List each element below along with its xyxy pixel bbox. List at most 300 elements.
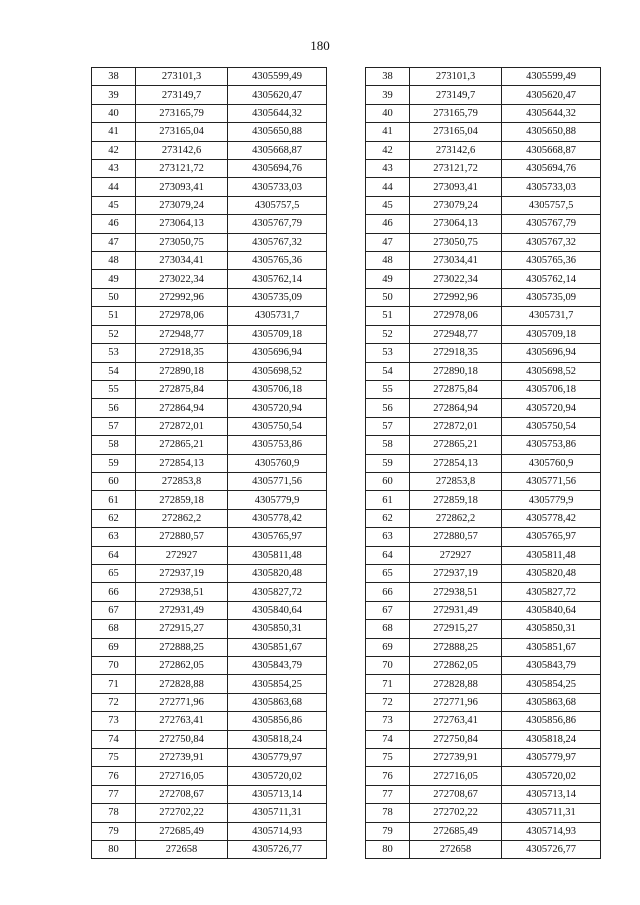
point-number-cell: 54	[92, 362, 136, 380]
point-number-cell: 39	[92, 86, 136, 104]
table-row	[366, 767, 601, 785]
y-coordinate-cell: 4305753,86	[228, 436, 327, 454]
y-coordinate-cell: 4305706,18	[502, 380, 601, 398]
table-row	[92, 270, 327, 288]
point-number-cell: 41	[366, 123, 410, 141]
point-number-cell: 63	[92, 528, 136, 546]
table-row	[92, 160, 327, 178]
table-row	[366, 141, 601, 159]
x-coordinate-cell: 272862,2	[410, 509, 502, 527]
table-row	[92, 380, 327, 398]
x-coordinate-cell: 272875,84	[410, 380, 502, 398]
y-coordinate-cell: 4305851,67	[228, 638, 327, 656]
table-row	[366, 638, 601, 656]
x-coordinate-cell: 272978,06	[136, 307, 228, 325]
y-coordinate-cell: 4305767,32	[228, 233, 327, 251]
y-coordinate-cell: 4305851,67	[502, 638, 601, 656]
point-number-cell: 49	[366, 270, 410, 288]
point-number-cell: 45	[366, 196, 410, 214]
y-coordinate-cell: 4305779,97	[228, 749, 327, 767]
table-row	[92, 123, 327, 141]
y-coordinate-cell: 4305843,79	[502, 657, 601, 675]
x-coordinate-cell: 273079,24	[410, 196, 502, 214]
x-coordinate-cell: 272888,25	[410, 638, 502, 656]
x-coordinate-cell: 273093,41	[410, 178, 502, 196]
y-coordinate-cell: 4305820,48	[502, 564, 601, 582]
table-row	[366, 564, 601, 582]
y-coordinate-cell: 4305765,97	[502, 528, 601, 546]
table-row	[92, 491, 327, 509]
point-number-cell: 69	[366, 638, 410, 656]
point-number-cell: 74	[92, 730, 136, 748]
point-number-cell: 75	[92, 749, 136, 767]
y-coordinate-cell: 4305750,54	[502, 417, 601, 435]
table-row	[366, 712, 601, 730]
table-row	[92, 215, 327, 233]
point-number-cell: 76	[366, 767, 410, 785]
table-row	[92, 546, 327, 564]
table-row	[366, 344, 601, 362]
y-coordinate-cell: 4305854,25	[228, 675, 327, 693]
x-coordinate-cell: 273022,34	[410, 270, 502, 288]
x-coordinate-cell: 272978,06	[410, 307, 502, 325]
y-coordinate-cell: 4305735,09	[502, 288, 601, 306]
point-number-cell: 69	[92, 638, 136, 656]
x-coordinate-cell: 272828,88	[136, 675, 228, 693]
x-coordinate-cell: 272685,49	[410, 822, 502, 840]
y-coordinate-cell: 4305753,86	[502, 436, 601, 454]
y-coordinate-cell: 4305843,79	[228, 657, 327, 675]
point-number-cell: 64	[366, 546, 410, 564]
y-coordinate-cell: 4305771,56	[228, 472, 327, 490]
y-coordinate-cell: 4305840,64	[228, 601, 327, 619]
y-coordinate-cell: 4305735,09	[228, 288, 327, 306]
point-number-cell: 68	[92, 620, 136, 638]
y-coordinate-cell: 4305863,68	[502, 693, 601, 711]
point-number-cell: 45	[92, 196, 136, 214]
y-coordinate-cell: 4305726,77	[502, 841, 601, 859]
point-number-cell: 79	[366, 822, 410, 840]
y-coordinate-cell: 4305714,93	[502, 822, 601, 840]
x-coordinate-cell: 272864,94	[410, 399, 502, 417]
x-coordinate-cell: 272862,05	[410, 657, 502, 675]
point-number-cell: 65	[366, 564, 410, 582]
point-number-cell: 77	[366, 785, 410, 803]
point-number-cell: 51	[92, 307, 136, 325]
y-coordinate-cell: 4305767,79	[228, 215, 327, 233]
x-coordinate-cell: 272937,19	[410, 564, 502, 582]
table-row	[92, 454, 327, 472]
y-coordinate-cell: 4305757,5	[228, 196, 327, 214]
point-number-cell: 59	[366, 454, 410, 472]
point-number-cell: 42	[366, 141, 410, 159]
x-coordinate-cell: 273079,24	[136, 196, 228, 214]
y-coordinate-cell: 4305778,42	[502, 509, 601, 527]
x-coordinate-cell: 273165,79	[136, 104, 228, 122]
table-row	[366, 196, 601, 214]
x-coordinate-cell: 272888,25	[136, 638, 228, 656]
x-coordinate-cell: 272739,91	[136, 749, 228, 767]
y-coordinate-cell: 4305650,88	[502, 123, 601, 141]
point-number-cell: 68	[366, 620, 410, 638]
y-coordinate-cell: 4305854,25	[502, 675, 601, 693]
x-coordinate-cell: 272865,21	[136, 436, 228, 454]
x-coordinate-cell: 272828,88	[410, 675, 502, 693]
x-coordinate-cell: 273101,3	[410, 68, 502, 86]
table-row	[92, 712, 327, 730]
point-number-cell: 73	[366, 712, 410, 730]
x-coordinate-cell: 273101,3	[136, 68, 228, 86]
page-number: 180	[310, 38, 330, 53]
table-row	[92, 528, 327, 546]
table-row	[92, 86, 327, 104]
y-coordinate-cell: 4305767,79	[502, 215, 601, 233]
table-row	[366, 491, 601, 509]
table-row	[92, 749, 327, 767]
table-row	[92, 399, 327, 417]
x-coordinate-cell: 272854,13	[136, 454, 228, 472]
point-number-cell: 40	[366, 104, 410, 122]
table-row	[366, 233, 601, 251]
y-coordinate-cell: 4305850,31	[228, 620, 327, 638]
point-number-cell: 58	[92, 436, 136, 454]
table-row	[366, 693, 601, 711]
table-row	[366, 583, 601, 601]
y-coordinate-cell: 4305733,03	[502, 178, 601, 196]
x-coordinate-cell: 272658	[136, 841, 228, 859]
table-row	[92, 841, 327, 859]
table-row	[92, 601, 327, 619]
x-coordinate-cell: 273165,04	[136, 123, 228, 141]
table-row	[92, 804, 327, 822]
point-number-cell: 56	[92, 399, 136, 417]
y-coordinate-cell: 4305714,93	[228, 822, 327, 840]
y-coordinate-cell: 4305731,7	[228, 307, 327, 325]
x-coordinate-cell: 272859,18	[410, 491, 502, 509]
x-coordinate-cell: 272763,41	[136, 712, 228, 730]
x-coordinate-cell: 272685,49	[136, 822, 228, 840]
x-coordinate-cell: 272716,05	[136, 767, 228, 785]
y-coordinate-cell: 4305762,14	[228, 270, 327, 288]
x-coordinate-cell: 272750,84	[410, 730, 502, 748]
x-coordinate-cell: 272875,84	[136, 380, 228, 398]
y-coordinate-cell: 4305696,94	[502, 344, 601, 362]
point-number-cell: 41	[92, 123, 136, 141]
table-row	[92, 196, 327, 214]
x-coordinate-cell: 273149,7	[410, 86, 502, 104]
point-number-cell: 53	[92, 344, 136, 362]
point-number-cell: 55	[366, 380, 410, 398]
coordinates-table-right	[365, 67, 601, 859]
x-coordinate-cell: 272915,27	[136, 620, 228, 638]
y-coordinate-cell: 4305820,48	[228, 564, 327, 582]
x-coordinate-cell: 273050,75	[410, 233, 502, 251]
x-coordinate-cell: 273022,34	[136, 270, 228, 288]
y-coordinate-cell: 4305706,18	[228, 380, 327, 398]
y-coordinate-cell: 4305696,94	[228, 344, 327, 362]
table-row	[366, 362, 601, 380]
y-coordinate-cell: 4305778,42	[228, 509, 327, 527]
x-coordinate-cell: 272864,94	[136, 399, 228, 417]
x-coordinate-cell: 272872,01	[136, 417, 228, 435]
table-row	[92, 252, 327, 270]
point-number-cell: 44	[366, 178, 410, 196]
x-coordinate-cell: 273064,13	[410, 215, 502, 233]
point-number-cell: 47	[366, 233, 410, 251]
table-row	[92, 307, 327, 325]
point-number-cell: 46	[366, 215, 410, 233]
table-row	[366, 749, 601, 767]
y-coordinate-cell: 4305757,5	[502, 196, 601, 214]
x-coordinate-cell: 272853,8	[136, 472, 228, 490]
x-coordinate-cell: 272927	[136, 546, 228, 564]
x-coordinate-cell: 273034,41	[136, 252, 228, 270]
x-coordinate-cell: 273165,04	[410, 123, 502, 141]
y-coordinate-cell: 4305720,94	[502, 399, 601, 417]
table-row	[366, 270, 601, 288]
point-number-cell: 48	[366, 252, 410, 270]
y-coordinate-cell: 4305750,54	[228, 417, 327, 435]
y-coordinate-cell: 4305779,9	[502, 491, 601, 509]
table-row	[366, 730, 601, 748]
table-row	[92, 68, 327, 86]
point-number-cell: 55	[92, 380, 136, 398]
table-row	[366, 657, 601, 675]
point-number-cell: 71	[92, 675, 136, 693]
table-row	[366, 509, 601, 527]
y-coordinate-cell: 4305840,64	[502, 601, 601, 619]
point-number-cell: 80	[366, 841, 410, 859]
table-row	[92, 325, 327, 343]
table-row	[366, 160, 601, 178]
x-coordinate-cell: 272918,35	[410, 344, 502, 362]
y-coordinate-cell: 4305818,24	[502, 730, 601, 748]
table-row	[92, 436, 327, 454]
point-number-cell: 49	[92, 270, 136, 288]
y-coordinate-cell: 4305760,9	[502, 454, 601, 472]
x-coordinate-cell: 272702,22	[410, 804, 502, 822]
x-coordinate-cell: 272948,77	[410, 325, 502, 343]
point-number-cell: 50	[92, 288, 136, 306]
table-row	[92, 693, 327, 711]
table-row	[366, 399, 601, 417]
y-coordinate-cell: 4305709,18	[228, 325, 327, 343]
y-coordinate-cell: 4305713,14	[228, 785, 327, 803]
y-coordinate-cell: 4305827,72	[502, 583, 601, 601]
table-row	[366, 804, 601, 822]
point-number-cell: 79	[92, 822, 136, 840]
point-number-cell: 74	[366, 730, 410, 748]
x-coordinate-cell: 272918,35	[136, 344, 228, 362]
y-coordinate-cell: 4305856,86	[502, 712, 601, 730]
y-coordinate-cell: 4305767,32	[502, 233, 601, 251]
x-coordinate-cell: 272992,96	[410, 288, 502, 306]
y-coordinate-cell: 4305720,94	[228, 399, 327, 417]
x-coordinate-cell: 272853,8	[410, 472, 502, 490]
table-row	[92, 564, 327, 582]
point-number-cell: 77	[92, 785, 136, 803]
y-coordinate-cell: 4305779,9	[228, 491, 327, 509]
x-coordinate-cell: 273034,41	[410, 252, 502, 270]
x-coordinate-cell: 272890,18	[410, 362, 502, 380]
y-coordinate-cell: 4305599,49	[502, 68, 601, 86]
table-row	[366, 417, 601, 435]
y-coordinate-cell: 4305668,87	[502, 141, 601, 159]
table-row	[92, 417, 327, 435]
x-coordinate-cell: 272890,18	[136, 362, 228, 380]
x-coordinate-cell: 273142,6	[136, 141, 228, 159]
table-row	[366, 215, 601, 233]
x-coordinate-cell: 272927	[410, 546, 502, 564]
table-row	[366, 620, 601, 638]
y-coordinate-cell: 4305779,97	[502, 749, 601, 767]
table-row	[366, 528, 601, 546]
point-number-cell: 57	[366, 417, 410, 435]
y-coordinate-cell: 4305599,49	[228, 68, 327, 86]
y-coordinate-cell: 4305771,56	[502, 472, 601, 490]
table-row	[366, 454, 601, 472]
point-number-cell: 46	[92, 215, 136, 233]
point-number-cell: 38	[366, 68, 410, 86]
x-coordinate-cell: 273050,75	[136, 233, 228, 251]
point-number-cell: 76	[92, 767, 136, 785]
table-row	[366, 104, 601, 122]
y-coordinate-cell: 4305709,18	[502, 325, 601, 343]
table-row	[366, 675, 601, 693]
x-coordinate-cell: 273149,7	[136, 86, 228, 104]
table-row	[366, 436, 601, 454]
point-number-cell: 57	[92, 417, 136, 435]
y-coordinate-cell: 4305811,48	[228, 546, 327, 564]
x-coordinate-cell: 272862,2	[136, 509, 228, 527]
x-coordinate-cell: 273093,41	[136, 178, 228, 196]
point-number-cell: 38	[92, 68, 136, 86]
point-number-cell: 56	[366, 399, 410, 417]
x-coordinate-cell: 273121,72	[410, 160, 502, 178]
x-coordinate-cell: 272865,21	[410, 436, 502, 454]
y-coordinate-cell: 4305762,14	[502, 270, 601, 288]
table-row	[366, 86, 601, 104]
y-coordinate-cell: 4305720,02	[228, 767, 327, 785]
point-number-cell: 58	[366, 436, 410, 454]
point-number-cell: 72	[366, 693, 410, 711]
table-row	[92, 362, 327, 380]
x-coordinate-cell: 272880,57	[410, 528, 502, 546]
table-row	[92, 822, 327, 840]
point-number-cell: 65	[92, 564, 136, 582]
x-coordinate-cell: 272739,91	[410, 749, 502, 767]
point-number-cell: 62	[92, 509, 136, 527]
y-coordinate-cell: 4305668,87	[228, 141, 327, 159]
x-coordinate-cell: 272880,57	[136, 528, 228, 546]
point-number-cell: 53	[366, 344, 410, 362]
point-number-cell: 42	[92, 141, 136, 159]
table-row	[92, 675, 327, 693]
table-row	[92, 141, 327, 159]
x-coordinate-cell: 272750,84	[136, 730, 228, 748]
y-coordinate-cell: 4305811,48	[502, 546, 601, 564]
y-coordinate-cell: 4305620,47	[502, 86, 601, 104]
point-number-cell: 63	[366, 528, 410, 546]
table-row	[366, 472, 601, 490]
point-number-cell: 39	[366, 86, 410, 104]
table-row	[92, 288, 327, 306]
table-row	[92, 472, 327, 490]
x-coordinate-cell: 272771,96	[410, 693, 502, 711]
x-coordinate-cell: 272931,49	[136, 601, 228, 619]
point-number-cell: 61	[92, 491, 136, 509]
point-number-cell: 43	[92, 160, 136, 178]
point-number-cell: 75	[366, 749, 410, 767]
point-number-cell: 66	[366, 583, 410, 601]
table-row	[366, 546, 601, 564]
point-number-cell: 67	[92, 601, 136, 619]
x-coordinate-cell: 272872,01	[410, 417, 502, 435]
point-number-cell: 51	[366, 307, 410, 325]
y-coordinate-cell: 4305620,47	[228, 86, 327, 104]
table-row	[366, 68, 601, 86]
table-row	[366, 601, 601, 619]
table-row	[366, 123, 601, 141]
table-row	[92, 620, 327, 638]
point-number-cell: 60	[92, 472, 136, 490]
table-row	[92, 730, 327, 748]
x-coordinate-cell: 272938,51	[410, 583, 502, 601]
coordinates-table-left	[91, 67, 327, 859]
y-coordinate-cell: 4305713,14	[502, 785, 601, 803]
table-row	[92, 344, 327, 362]
x-coordinate-cell: 272763,41	[410, 712, 502, 730]
point-number-cell: 52	[92, 325, 136, 343]
point-number-cell: 48	[92, 252, 136, 270]
y-coordinate-cell: 4305827,72	[228, 583, 327, 601]
y-coordinate-cell: 4305818,24	[228, 730, 327, 748]
point-number-cell: 47	[92, 233, 136, 251]
x-coordinate-cell: 272948,77	[136, 325, 228, 343]
x-coordinate-cell: 272859,18	[136, 491, 228, 509]
table-row	[92, 657, 327, 675]
y-coordinate-cell: 4305760,9	[228, 454, 327, 472]
x-coordinate-cell: 272708,67	[410, 785, 502, 803]
table-row	[366, 307, 601, 325]
y-coordinate-cell: 4305863,68	[228, 693, 327, 711]
table-row	[92, 583, 327, 601]
y-coordinate-cell: 4305644,32	[228, 104, 327, 122]
table-row	[366, 380, 601, 398]
table-row	[366, 252, 601, 270]
x-coordinate-cell: 272854,13	[410, 454, 502, 472]
y-coordinate-cell: 4305644,32	[502, 104, 601, 122]
x-coordinate-cell: 272915,27	[410, 620, 502, 638]
point-number-cell: 73	[92, 712, 136, 730]
x-coordinate-cell: 273064,13	[136, 215, 228, 233]
y-coordinate-cell: 4305765,97	[228, 528, 327, 546]
y-coordinate-cell: 4305731,7	[502, 307, 601, 325]
x-coordinate-cell: 273121,72	[136, 160, 228, 178]
point-number-cell: 64	[92, 546, 136, 564]
table-row	[92, 785, 327, 803]
point-number-cell: 43	[366, 160, 410, 178]
point-number-cell: 80	[92, 841, 136, 859]
table-row	[92, 178, 327, 196]
point-number-cell: 78	[92, 804, 136, 822]
x-coordinate-cell: 272716,05	[410, 767, 502, 785]
y-coordinate-cell: 4305726,77	[228, 841, 327, 859]
point-number-cell: 71	[366, 675, 410, 693]
y-coordinate-cell: 4305711,31	[502, 804, 601, 822]
y-coordinate-cell: 4305650,88	[228, 123, 327, 141]
y-coordinate-cell: 4305720,02	[502, 767, 601, 785]
